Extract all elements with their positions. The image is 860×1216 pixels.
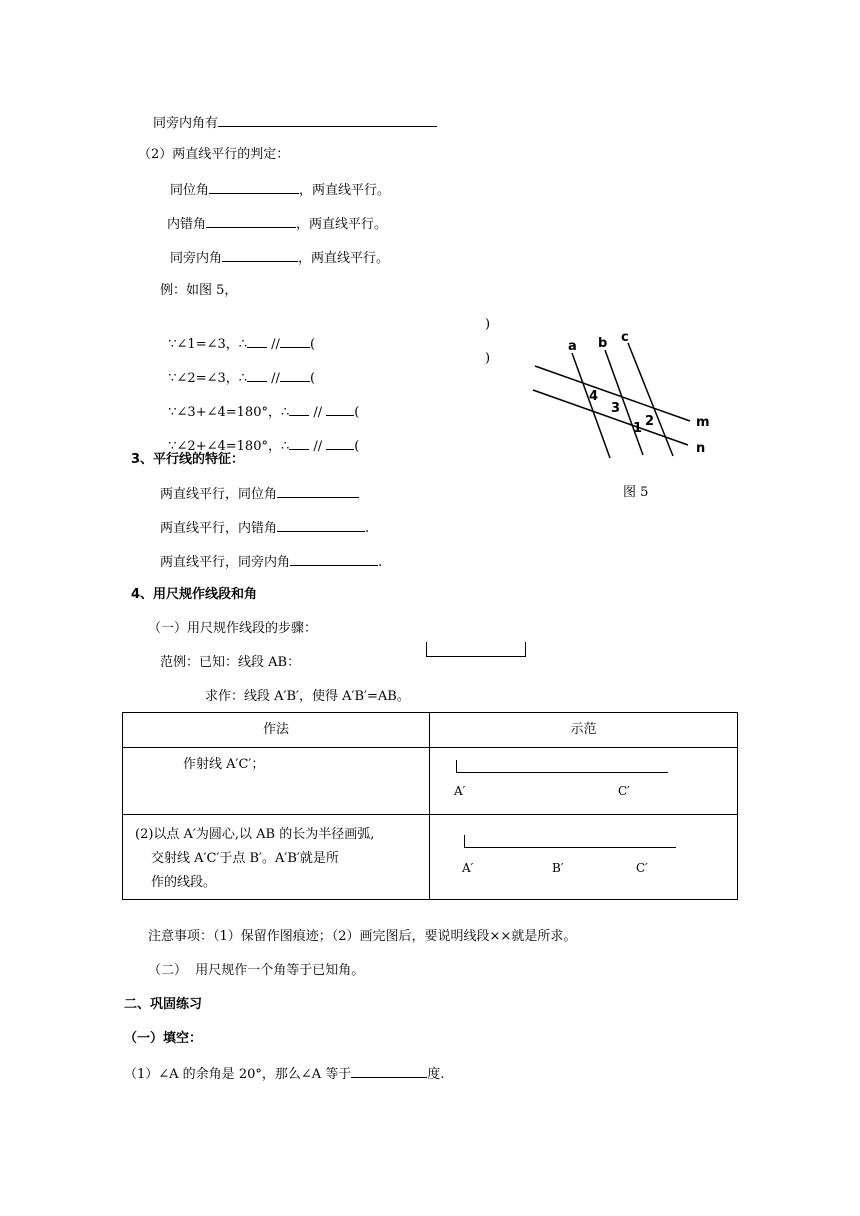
ray-ac <box>456 772 668 773</box>
section-heading: 4、用尺规作线段和角 <box>131 587 258 602</box>
label-c-prime: C′ <box>636 861 648 875</box>
construction-table <box>122 712 738 900</box>
example-line: ∵∠1=∠3，∴ // ( <box>160 316 315 354</box>
row2-method-cell <box>123 815 430 900</box>
label-c-prime: C′ <box>618 784 630 798</box>
example-line: ∵∠2=∠3，∴ // ( <box>160 350 315 388</box>
line-n <box>533 390 688 445</box>
example-close: ) <box>485 317 491 332</box>
text-line: 内错角 ，两直线平行。 <box>167 214 387 234</box>
label-m: m <box>696 415 710 430</box>
figure-caption: 图 5 <box>623 485 649 500</box>
text-line: 求作：线段 A′B′，使得 A′B′=AB。 <box>205 689 410 704</box>
figure-5 <box>525 328 725 463</box>
line-c <box>628 343 673 456</box>
row2-demo-cell <box>430 815 738 900</box>
text-line: 两直线平行，同旁内角 . <box>160 552 382 572</box>
text-line: 同旁内角有 <box>153 113 437 133</box>
section-heading: （2）两直线平行的判定： <box>138 147 290 162</box>
label-n: n <box>696 441 706 456</box>
row2-method-line: (2)以点 A′为圆心,以 AB 的长为半径画弧, <box>135 827 375 842</box>
row1-method: 作射线 A′C′； <box>183 757 265 772</box>
label-a-prime: A′ <box>454 784 466 798</box>
text-line: （一）用尺规作线段的步骤： <box>148 621 318 636</box>
label-4: 4 <box>589 389 599 404</box>
text-line: 同位角 ，两直线平行。 <box>170 180 390 200</box>
label-c: c <box>621 330 629 345</box>
ray-start-tick <box>464 835 465 847</box>
example-line: ∵∠2+∠4=180°，∴ // ( <box>160 418 359 456</box>
label-1: 1 <box>633 421 643 436</box>
example-line: ∵∠3+∠4=180°，∴ // ( <box>160 384 359 422</box>
example-close: ) <box>485 351 491 366</box>
label-2: 2 <box>645 414 655 429</box>
label-a-prime: A′ <box>462 861 474 875</box>
notes-line: 注意事项：（1）保留作图痕迹；（2）画完图后，要说明线段××就是所求。 <box>148 929 577 944</box>
row2-method-line: 交射线 A′C′于点 B′。A′B′就是所 <box>151 851 339 866</box>
label-b-prime: B′ <box>552 861 564 875</box>
text-line: 同旁内角 ，两直线平行。 <box>170 248 389 268</box>
ray-abc <box>464 847 676 848</box>
header-method: 作法 <box>123 713 430 748</box>
segment-ab <box>426 642 526 657</box>
header-demo: 示范 <box>430 713 738 748</box>
question-line: （1）∠A 的余角是 20°，那么∠A 等于 度. <box>124 1064 444 1084</box>
label-a: a <box>568 339 577 354</box>
row1-demo-cell <box>430 748 738 815</box>
text-line: （二） 用尺规作一个角等于已知角。 <box>148 963 365 978</box>
text-line: 两直线平行，同位角 <box>160 484 359 504</box>
section-heading: 二、巩固练习 <box>124 997 203 1012</box>
text-line: 例：如图 5， <box>160 283 238 298</box>
text-line: 两直线平行，内错角 . <box>160 518 369 538</box>
section-heading: 3、平行线的特征： <box>131 452 245 467</box>
row2-method-line: 作的线段。 <box>151 875 217 890</box>
row1-method-cell <box>123 748 430 815</box>
label-b: b <box>598 336 608 351</box>
text-line: 范例：已知：线段 AB： <box>160 655 301 670</box>
ray-start-tick <box>456 760 457 772</box>
label-3: 3 <box>611 401 621 416</box>
section-heading: （一）填空： <box>124 1031 203 1046</box>
